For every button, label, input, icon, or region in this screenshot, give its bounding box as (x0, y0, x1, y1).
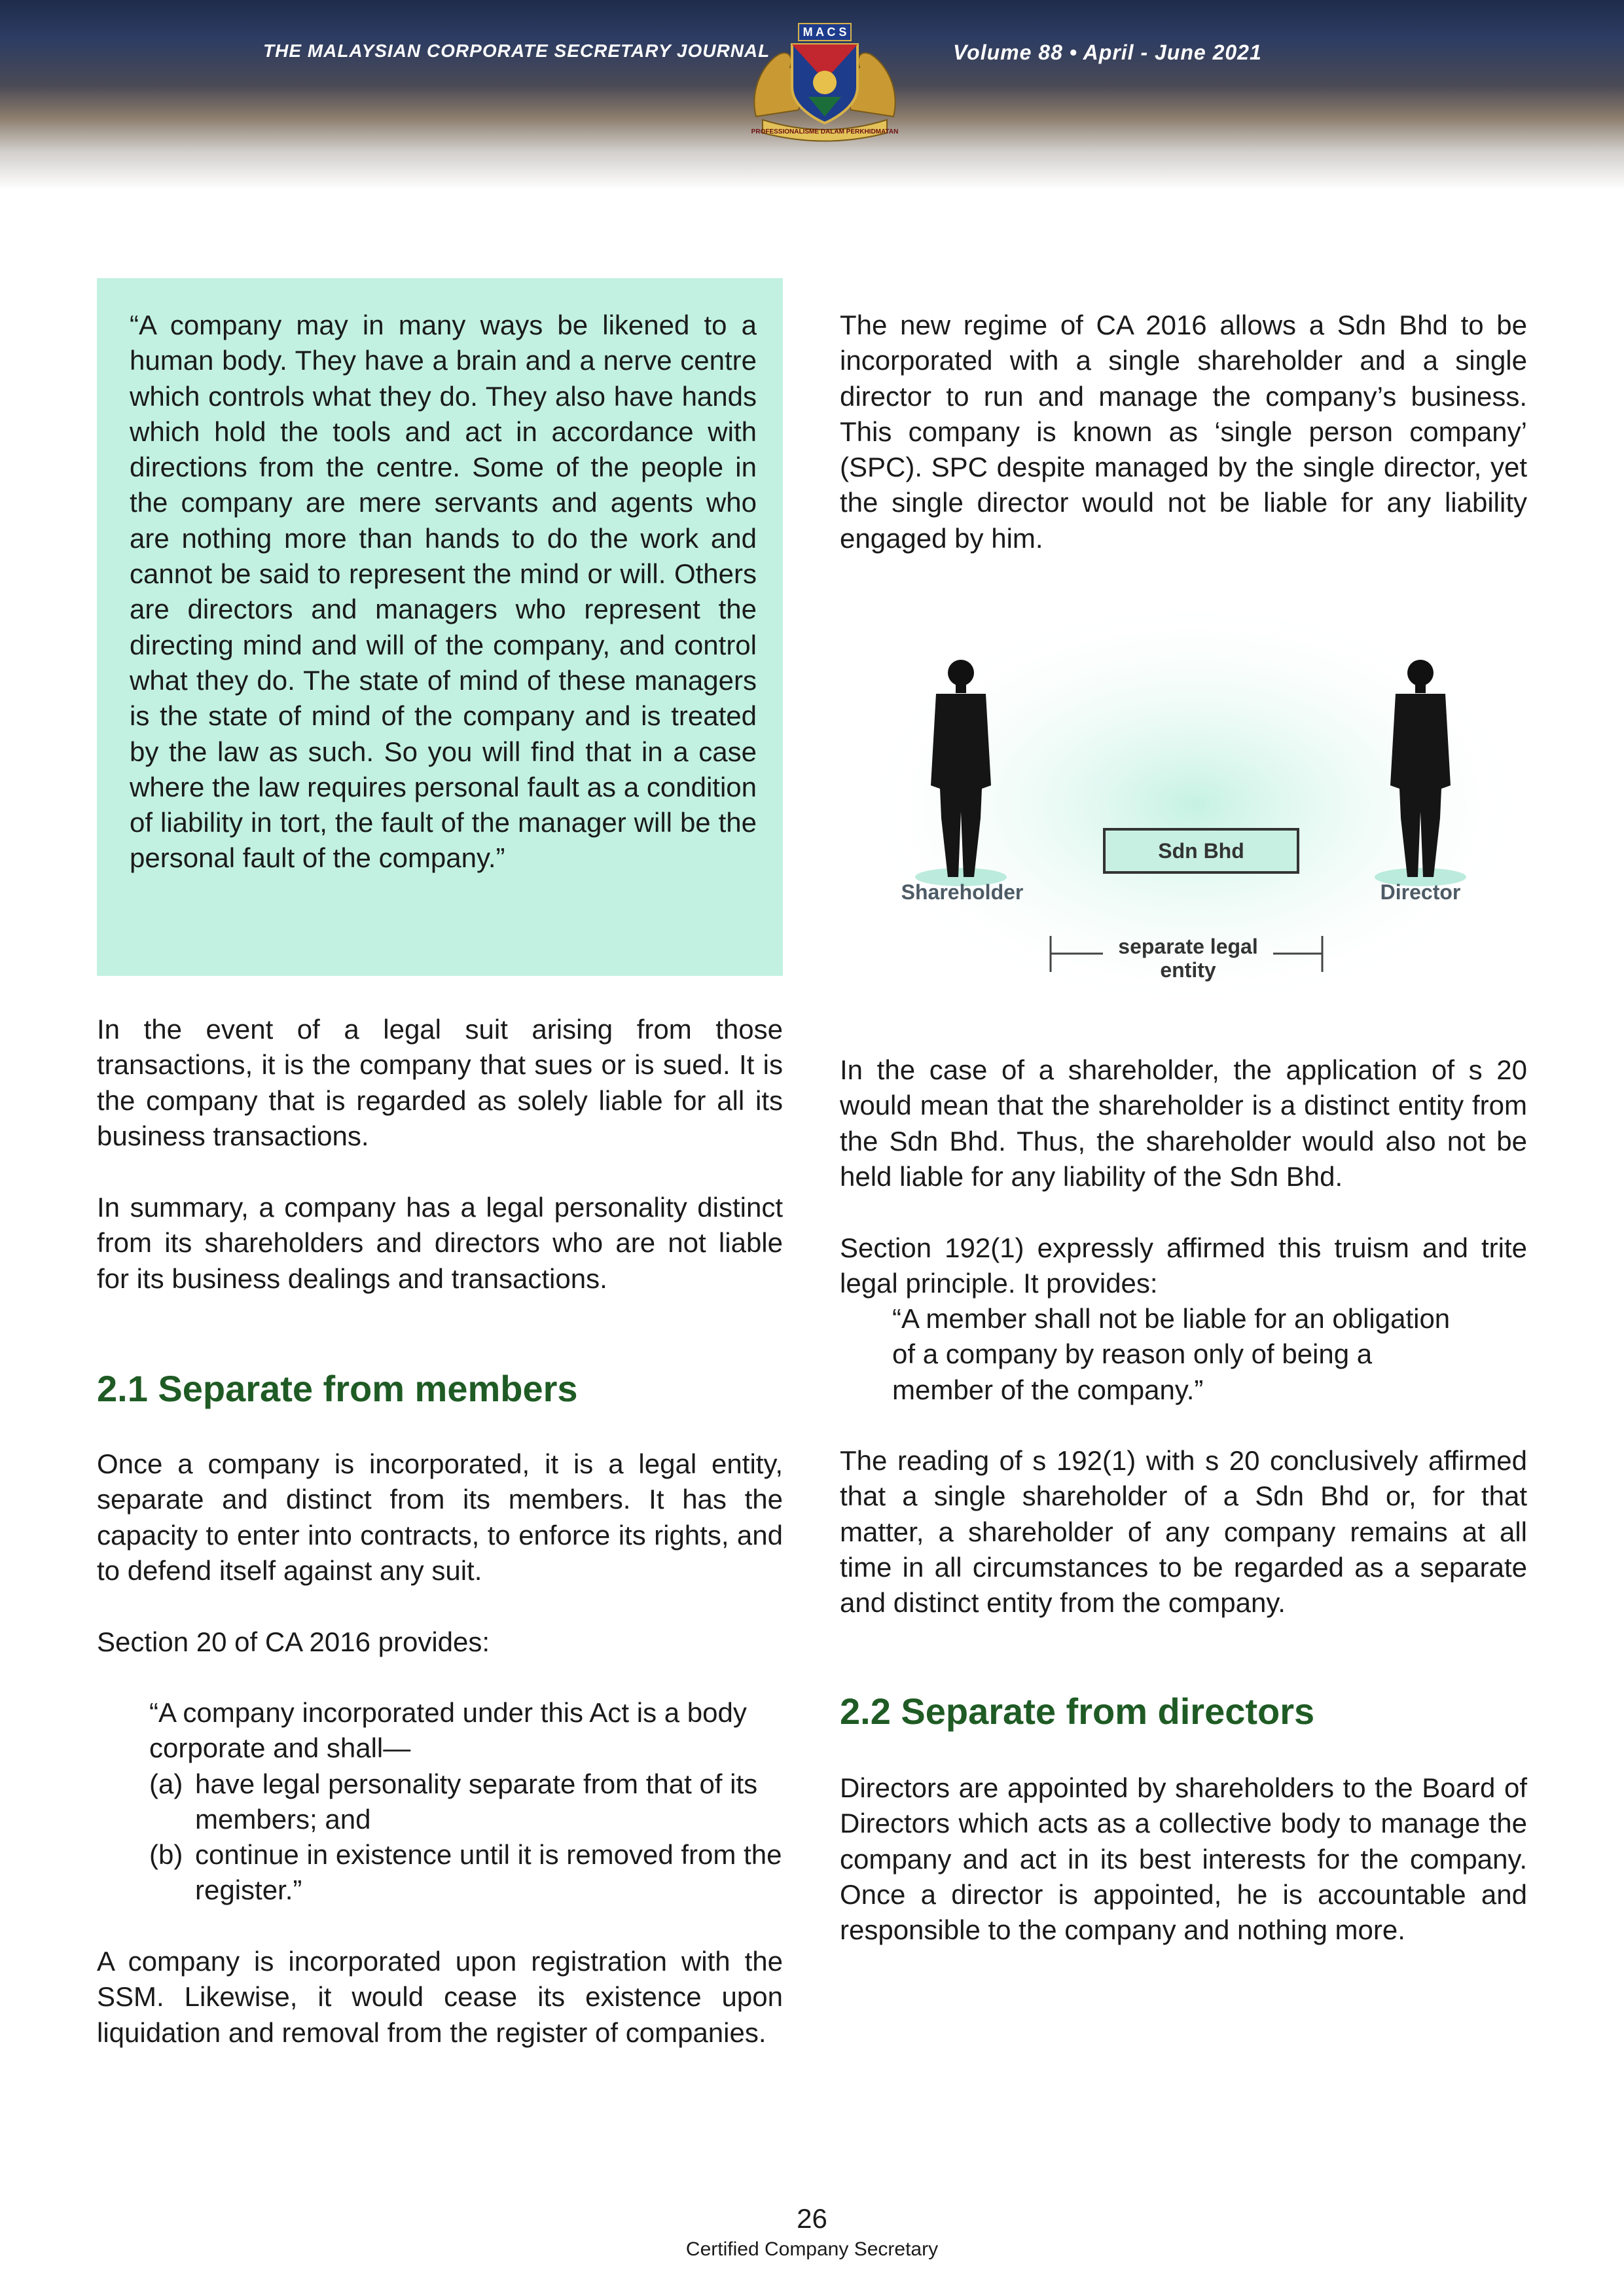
journal-title: THE MALAYSIAN CORPORATE SECRETARY JOURNAL (263, 41, 770, 61)
paragraph-summary: In summary, a company has a legal personality distinct from its shareholders and directors who are not liable for its business dealings and transactions. (97, 1192, 783, 1294)
paragraph-section-20: Section 20 of CA 2016 provides: (97, 1626, 490, 1657)
heading-separate-from-members: 2.1 Separate from members (97, 1368, 578, 1409)
svg-text:M A C S: M A C S (803, 26, 847, 39)
shareholder-label: Shareholder (901, 880, 1024, 904)
publication-name: Certified Company Secretary (685, 2238, 939, 2260)
list-item (149, 1837, 784, 1909)
list-item (149, 1767, 784, 1838)
company-body-quote: “A company may in many ways be likened to a human body. They have a brain and a nerve centre which controls what they do. They also have hands which hold the tools and act in accordance with directions from the centre. Some of the people in the company are mere servants and agents who are nothing more than hands to do the work and cannot be said to represent the mind or will. Others are directors and managers who represent the directing mind and will of the company, and control what they do. The state of mind of these managers is the state of mind of the company and is treated by the law as such. So you will find that in a case where the law requires personal fault as a condition of liability in tort, the fault of the manager will be the personal fault of the company.” (130, 310, 757, 874)
page-number: 26 (797, 2203, 827, 2234)
director-label: Director (1380, 880, 1461, 904)
sdn-bhd-box: Sdn Bhd (1103, 828, 1299, 874)
separate-legal-entity-label: separate legal entity (1118, 935, 1258, 982)
paragraph-new-regime: The new regime of CA 2016 allows a Sdn Bhd to be incorporated with a single shareholder and a single director to run and manage the company’s business. This company is known as ‘single person company’ (SPC). SPC despite managed by the single director, yet the single director would not be liable for any liability engaged by him. (840, 310, 1527, 554)
paragraph-registration: A company is incorporated upon registration with the SSM. Likewise, it would cease its existence upon liquidation and removal from the register of companies. (97, 1946, 783, 2048)
paragraph-directors: Directors are appointed by shareholders to the Board of Directors which acts as a collective body to manage the company and act in its best interests for the company. Once a director is appointed, he is accountable and responsible to the company and nothing more. (840, 1772, 1527, 1946)
list-item-text: have legal personality separate from that of its members; and (195, 1768, 758, 1835)
section-20-quote (149, 1695, 784, 1909)
list-marker: (a) (149, 1768, 183, 1799)
paragraph-reading-s192: The reading of s 192(1) with s 20 conclusively affirmed that a single shareholder of a Sdn Bhd or, for that matter, a shareholder of any company remains at all time in all circumstances to be regarded as a separate and distinct entity from the company. (840, 1445, 1527, 1619)
section-20-quote-intro: “A company incorporated under this Act is a body corporate and shall— (149, 1697, 747, 1764)
list-marker: (b) (149, 1839, 183, 1871)
list-item-text: continue in existence until it is removed from the register.” (195, 1839, 782, 1906)
paragraph-legal-suit: In the event of a legal suit arising from those transactions, it is the company that sues or is sued. It is the company that is regarded as solely liable for all its business transactions. (97, 1014, 783, 1151)
issue-info: Volume 88 • April - June 2021 (953, 41, 1262, 64)
section-192-quote: “A member shall not be liable for an obligation of a company by reason only of being a member of the company.” (892, 1303, 1451, 1405)
svg-text:PROFESSIONALISME DALAM PERKHID: PROFESSIONALISME DALAM PERKHIDMATAN (751, 128, 899, 135)
macs-emblem-logo (743, 18, 907, 143)
separate-entity-diagram (851, 589, 1538, 995)
paragraph-incorporated: Once a company is incorporated, it is a legal entity, separate and distinct from its members. It has the capacity to enter into contracts, to enforce its rights, and to defend itself against any suit. (97, 1448, 783, 1586)
heading-separate-from-directors: 2.2 Separate from directors (840, 1691, 1315, 1732)
paragraph-shareholder-s20: In the case of a shareholder, the application of s 20 would mean that the shareholder is a distinct entity from the Sdn Bhd. Thus, the shareholder would also not be held liable for any liability of the Sdn Bhd. (840, 1054, 1527, 1192)
paragraph-section-192: Section 192(1) expressly affirmed this truism and trite legal principle. It provides: (840, 1232, 1527, 1299)
